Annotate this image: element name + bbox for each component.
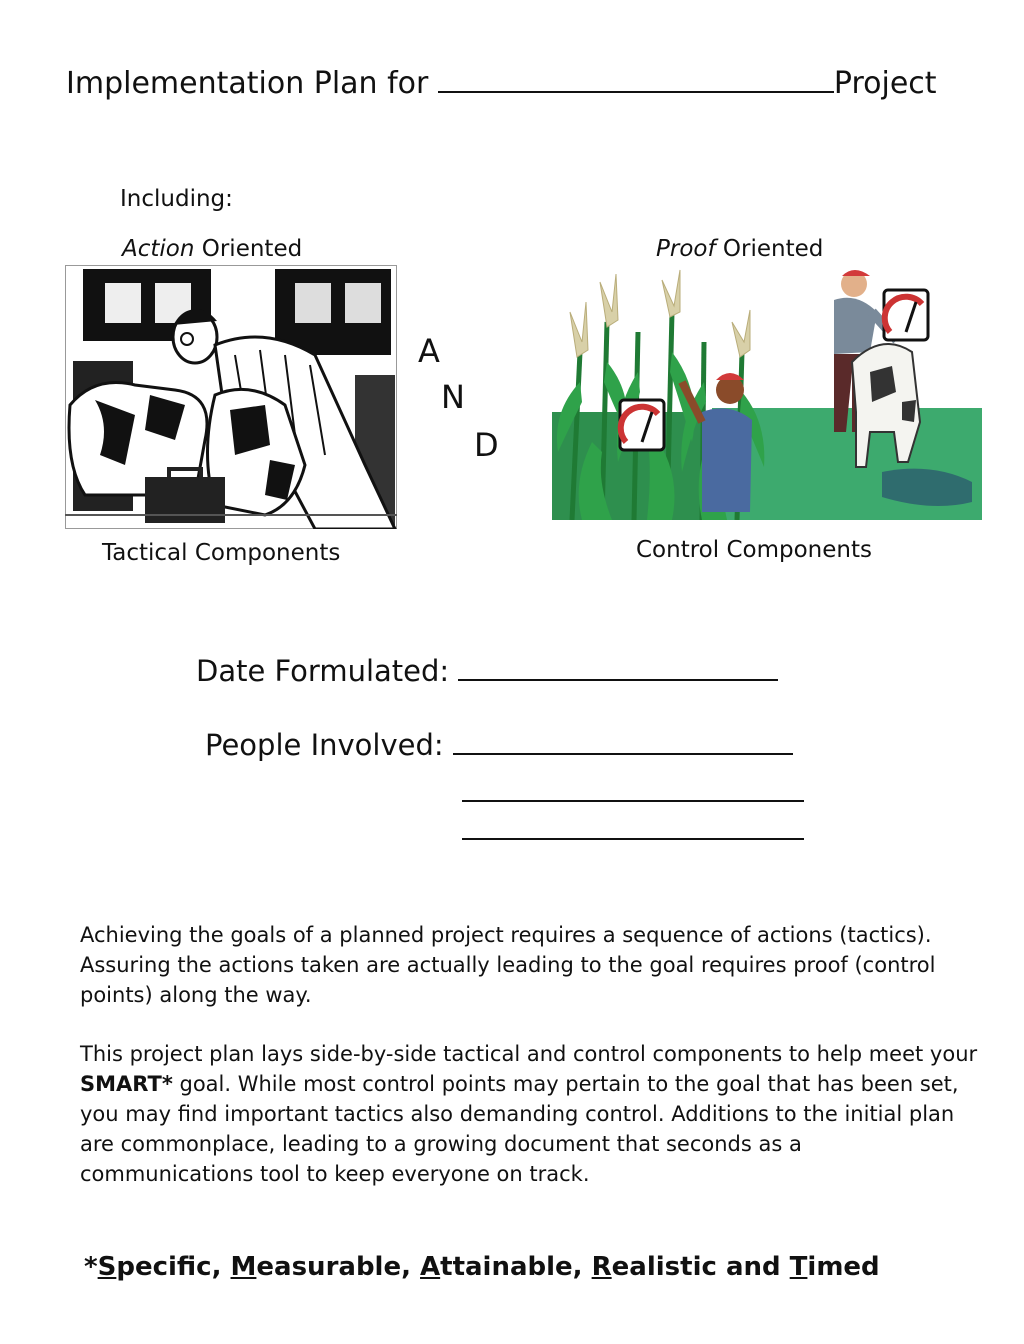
smart-definition: [84, 1252, 880, 1282]
date-formulated-blank[interactable]: [458, 655, 778, 681]
page-title: [66, 66, 937, 101]
and-letter-n: N: [441, 378, 465, 416]
smart-a-rest: ttainable,: [440, 1252, 592, 1282]
people-involved-blank-2[interactable]: [462, 776, 804, 802]
action-heading-rest: Oriented: [201, 236, 303, 262]
title-prefix: Implementation Plan for: [66, 66, 429, 101]
smart-s-rest: pecific,: [116, 1252, 231, 1282]
including-label: Including:: [120, 186, 233, 212]
people-involved-row: [205, 728, 793, 762]
title-suffix: Project: [833, 66, 937, 101]
paragraph-two: [80, 1039, 980, 1189]
smart-m-initial: M: [230, 1252, 257, 1282]
proof-heading-em: Proof: [656, 236, 716, 262]
smart-star: *: [84, 1252, 98, 1282]
paragraph-one-text: Achieving the goals of a planned project requires a sequence of actions (tactics). Assuring the actions taken are actually leading to the goal requires proof (control points) along the way.: [80, 923, 936, 1007]
people-involved-label: People Involved:: [205, 728, 444, 762]
project-name-blank: [438, 67, 834, 93]
date-formulated-label: Date Formulated:: [196, 654, 450, 688]
date-formulated-row: [196, 654, 778, 688]
action-heading-em: Action: [122, 236, 195, 262]
control-components-caption: Control Components: [636, 537, 872, 563]
paragraph-two-before: This project plan lays side-by-side tactical and control components to help meet your: [80, 1042, 978, 1066]
paragraph-two-text: [80, 1039, 980, 1189]
paragraph-one: [80, 920, 980, 1010]
farmers-gauges-illustration: [552, 262, 982, 520]
smart-bold: SMART*: [80, 1072, 173, 1096]
smart-r-rest: ealistic and: [611, 1252, 790, 1282]
and-letter-a: A: [418, 332, 440, 370]
smart-m-rest: easurable,: [256, 1252, 421, 1282]
people-involved-blank-1[interactable]: [453, 729, 793, 755]
paragraph-two-after: goal. While most control points may pertain to the goal that has been set, you may find important tactics also demanding control. Additions to the initial plan are commonplace, leading to a growing document that seconds as a communications tool to keep everyone on track.: [80, 1072, 959, 1186]
action-oriented-heading: [122, 236, 302, 262]
smart-r-initial: R: [591, 1252, 612, 1282]
tactical-components-caption: Tactical Components: [102, 540, 341, 566]
people-involved-blank-3[interactable]: [462, 814, 804, 840]
smart-s-initial: S: [97, 1252, 117, 1282]
proof-heading-rest: Oriented: [722, 236, 824, 262]
proof-oriented-heading: [656, 236, 823, 262]
smart-a-initial: A: [420, 1252, 441, 1282]
smart-t-rest: imed: [807, 1252, 880, 1282]
farmer-calves-illustration: [65, 265, 397, 529]
and-letter-d: D: [474, 426, 499, 464]
smart-t-initial: T: [789, 1252, 808, 1282]
